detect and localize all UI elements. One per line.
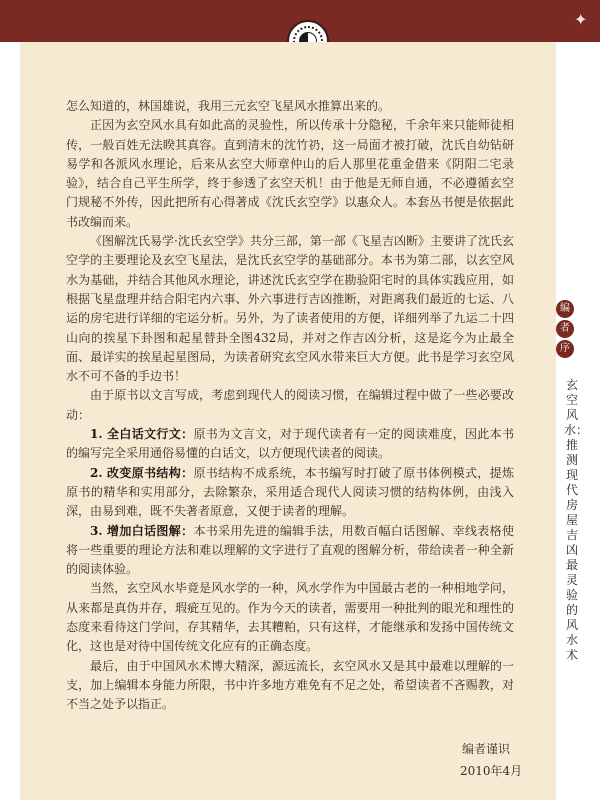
list-item-3-text: 本书采用先进的编辑手法，用数百幅白话图解、幸线表格使将一些重要的理论方法和难以理解的文字进行了直观的图解分析，带给读者一种全新的阅读体验。 [66, 523, 514, 577]
list-item-3 [66, 522, 514, 580]
paragraph-4: 由于原书以文言写成，考虑到现代人的阅读习惯，在编辑过程中做了一些必要改动： [66, 388, 514, 422]
list-item-2 [66, 464, 514, 522]
side-tab [556, 300, 600, 662]
closing-paragraph-2: 最后，由于中国风水术博大精深，源远流长，玄空风水又是其中最难以理解的一支，加上编辑本身能力所限，书中许多地方难免有不足之处，希望读者不吝赐教，对不当之处予以指正。 [66, 658, 514, 712]
signature: 编者谨识 [462, 742, 511, 756]
closing-paragraph-1: 当然，玄空风水毕竟是风水学的一种，风水学作为中国最古老的一种相地学问，从来都是真伪并存，瑕疵互见的。作为今天的读者，需要用一种批判的眼光和理性的态度来看待这门学问，存其精华，去其糟粕，只有这样，才能继承和发扬中国传统文化，这也是对待中国传统文化应有的正确态度。 [66, 581, 514, 654]
list-item-1-text: 原书为文言文，对于现代读者有一定的阅读难度，因此本书的编写完全采用通俗易懂的白话文，以方便现代读者的阅读。 [66, 427, 514, 461]
side-title-text: 玄空风水：推测现代房屋吉凶最灵验的风水术 [564, 378, 589, 662]
paragraph-1: 怎么知道的，林国雄说，我用三元玄空飞星风水推算出来的。 [66, 99, 391, 113]
side-tag-1: 编 [556, 300, 574, 318]
list-item-2-title: 2. 改变原书结构： [90, 465, 194, 480]
preface-content [20, 42, 556, 800]
paragraph-3: 《图解沈氏易学·沈氏玄空学》共分三部，第一部《飞星吉凶断》主要讲了沈氏玄空学的主要理论及玄空飞星法，是沈氏玄空学的基础部分。本书为第二部，以玄空风水为基础，并结合其他风水理论，讲述沈氏玄空学在勘验阳宅时的具体实践应用，如根据飞星盘理并结合阳宅内六事、外六事进行吉凶推断，对距离我们最近的七运、八运的房宅进行详细的宅运分析。另外，为了读者使用的方便，详细列举了九运二十四山向的挨星下卦图和起星替卦全图432局，并对之作吉凶分析，这是迄今为止最全面、最详实的挨星起星图局，为读者研究玄空风水带来巨大方便。此书是学习玄空风水不可不备的手边书！ [66, 234, 514, 384]
list-item-2-text: 原书结构不成系统，本书编写时打破了原书体例模式，提炼原书的精华和实用部分，去除繁杂，采用适合现代人阅读习惯的结构体例，由浅入深，由易到难，既不失著者原意，又便于读者的理解。 [66, 465, 514, 519]
paragraph-2: 正因为玄空风水具有如此高的灵验性，所以传承十分隐秘，千余年来只能师徒相传，一般百姓无法睽其真容。直到清末的沈竹礽，这一局面才被打破，沈氏自幼钻研易学和各派风水理论，后来从玄空大师章仲山的后人那里花重金借来《阴阳二宅录验》，结合自己平生所学，终于参透了玄空天机！由于他是无师自通，不必遵循玄空门规秘不外传，因此把所有心得著成《沈氏玄空学》以惠众人。本套丛书便是依据此书改编而来。 [66, 118, 514, 229]
list-item-1 [66, 425, 514, 464]
side-tag-2: 者 [556, 320, 574, 338]
side-title [564, 378, 589, 663]
list-item-3-title: 3. 增加白话图解： [90, 523, 194, 538]
side-tag-3: 序 [556, 340, 574, 358]
sparkle-icon: ✦ [574, 10, 588, 29]
list-item-1-title: 1. 全白话文行文： [90, 427, 194, 442]
preface-text [66, 97, 514, 715]
date: 2010年4月 [460, 764, 523, 778]
